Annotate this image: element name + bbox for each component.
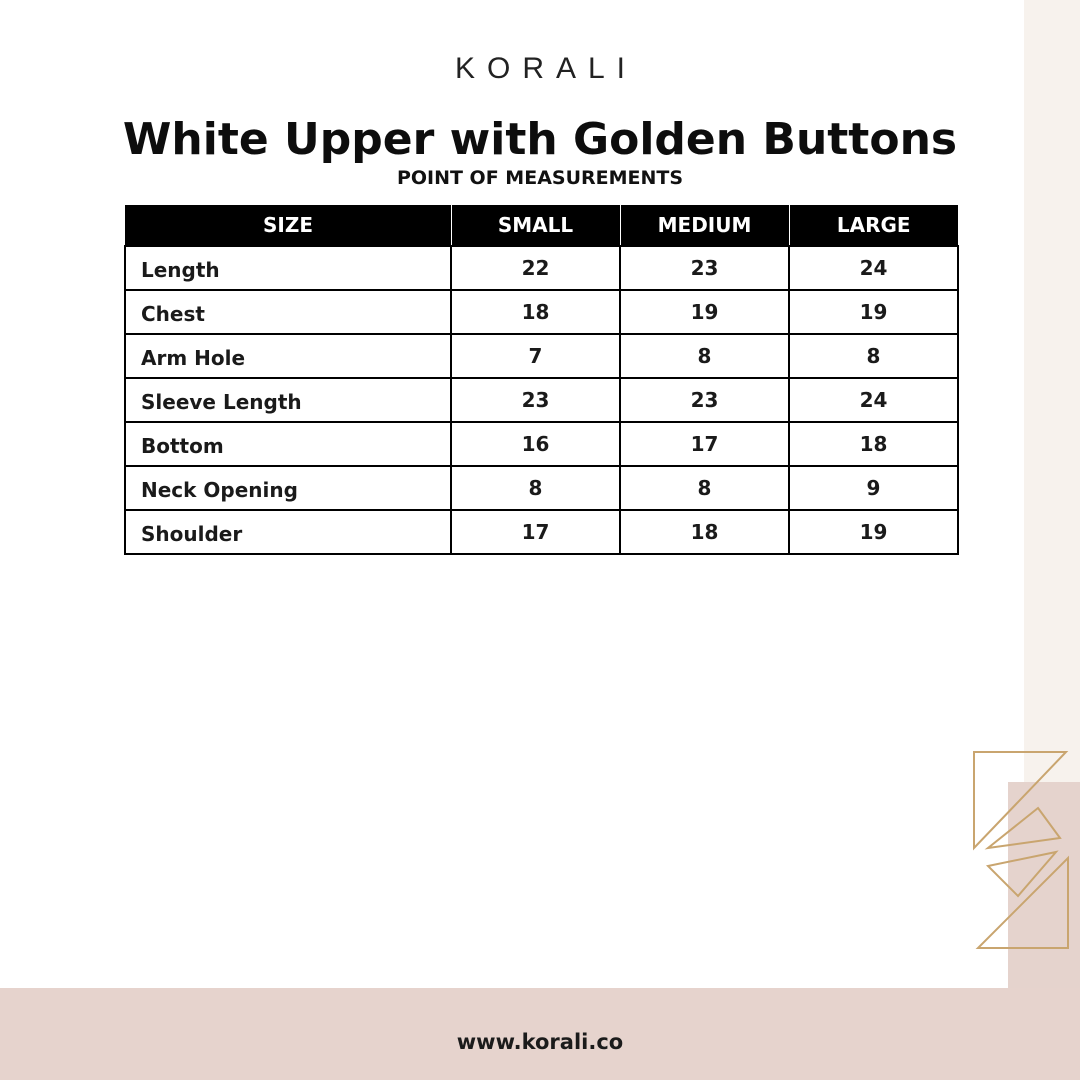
cell-small: 8: [451, 466, 620, 510]
table-row: [125, 466, 958, 510]
cell-small: 18: [451, 290, 620, 334]
cell-medium: 19: [620, 290, 789, 334]
header-medium: MEDIUM: [620, 205, 789, 246]
row-label: Shoulder: [125, 510, 451, 554]
cell-small: 23: [451, 378, 620, 422]
page-title: White Upper with Golden Buttons: [122, 114, 958, 165]
row-label: Chest: [125, 290, 451, 334]
cell-medium: 17: [620, 422, 789, 466]
row-label: Arm Hole: [125, 334, 451, 378]
cell-medium: 18: [620, 510, 789, 554]
table-row: [125, 290, 958, 334]
page-subtitle: POINT OF MEASUREMENTS: [396, 167, 684, 189]
cell-large: 19: [789, 290, 958, 334]
cell-large: 9: [789, 466, 958, 510]
row-label: Length: [125, 246, 451, 290]
cell-small: 16: [451, 422, 620, 466]
cell-large: 18: [789, 422, 958, 466]
table-row: [125, 510, 958, 554]
table-row: [125, 334, 958, 378]
cell-large: 19: [789, 510, 958, 554]
row-label: Bottom: [125, 422, 451, 466]
table-row: [125, 246, 958, 290]
cell-small: 17: [451, 510, 620, 554]
row-label: Neck Opening: [125, 466, 451, 510]
header-size: SIZE: [125, 205, 451, 246]
header-small: SMALL: [451, 205, 620, 246]
cell-large: 24: [789, 246, 958, 290]
size-chart-table: [124, 205, 959, 555]
row-label: Sleeve Length: [125, 378, 451, 422]
cell-small: 7: [451, 334, 620, 378]
table-header-row: [125, 205, 958, 246]
table-row: [125, 378, 958, 422]
cell-medium: 8: [620, 466, 789, 510]
footer-url-link[interactable]: www.korali.co: [456, 1030, 624, 1054]
brand-logo: KORALI: [454, 52, 638, 85]
cell-medium: 8: [620, 334, 789, 378]
cell-medium: 23: [620, 246, 789, 290]
header-large: LARGE: [789, 205, 958, 246]
cell-large: 24: [789, 378, 958, 422]
cell-medium: 23: [620, 378, 789, 422]
table-row: [125, 422, 958, 466]
cell-large: 8: [789, 334, 958, 378]
cell-small: 22: [451, 246, 620, 290]
golden-triangles-icon: [968, 748, 1080, 954]
